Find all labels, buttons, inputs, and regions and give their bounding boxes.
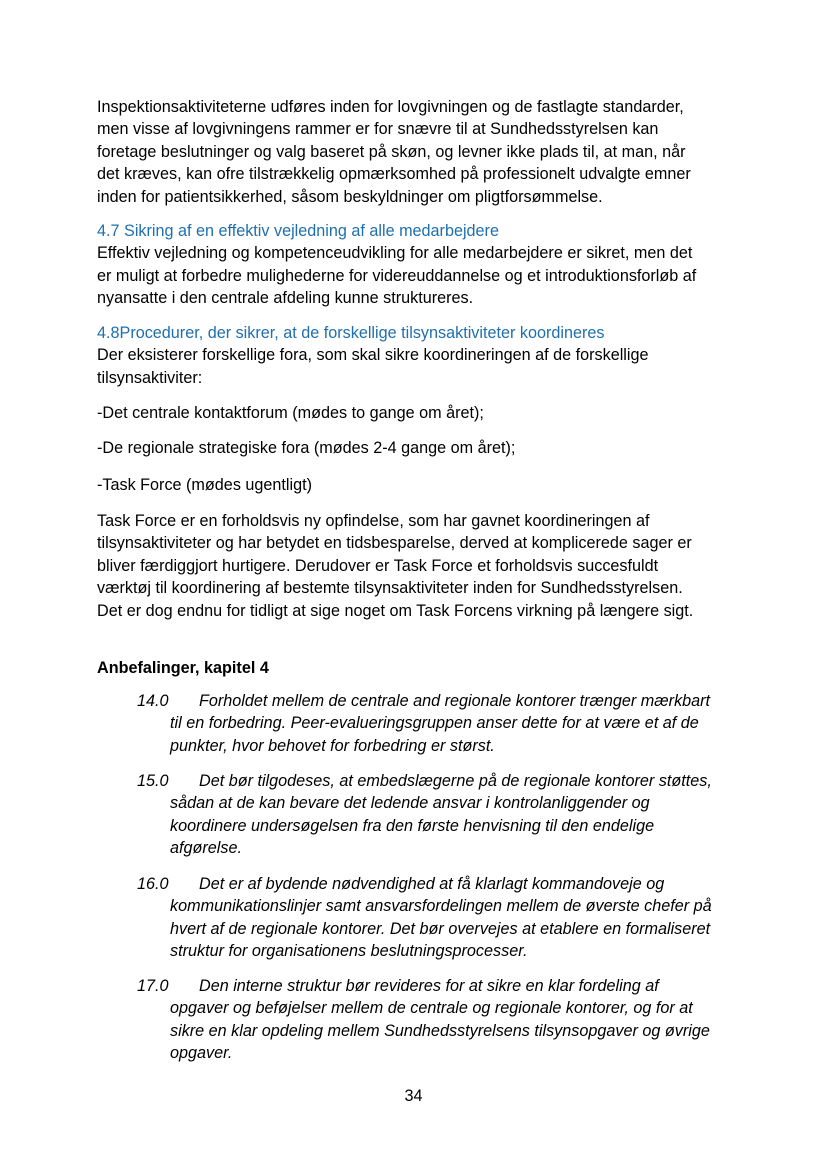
text-line: Effektiv vejledning og kompetenceudvikling for alle medarbejdere er sikret, men det <box>97 244 693 263</box>
paragraph-task-force <box>97 510 737 622</box>
text-line: foretage beslutninger og valg baseret på skøn, og levner ikke plads til, at man, når <box>97 142 686 161</box>
recommendation-item <box>137 690 737 757</box>
text-line: Det er dog endnu for tidligt at sige noget om Task Forcens virkning på længere sigt. <box>97 601 694 620</box>
text-line: værktøj til koordinering af bestemte tilsynsaktiviteter inden for Sundhedsstyrelsen. <box>97 579 683 598</box>
recommendations-heading: Anbefalinger, kapitel 4 <box>97 659 269 677</box>
text-line: kommunikationslinjer samt ansvarsfordelingen mellem de øverste chefer på <box>170 897 712 916</box>
section-number: 4.8 <box>97 324 120 342</box>
recommendation-number: 15.0 <box>137 772 169 790</box>
text-line: Inspektionsaktiviteterne udføres inden for lovgivningen og de fastlagte standarder, <box>97 98 684 116</box>
paragraph-inspection <box>97 96 737 208</box>
text-line: -De regionale strategiske fora (mødes 2-4 gange om året); <box>97 439 516 457</box>
text-line: til en forbedring. Peer-evalueringsgruppen anser dette for at være et af de <box>170 714 699 733</box>
text-line: Det bør tilgodeses, at embedslægerne på de regionale kontorer støttes, <box>199 772 712 790</box>
text-line: -Det centrale kontaktforum (mødes to gange om året); <box>97 404 484 422</box>
text-line: tilsynsaktiviteter og har betydet en tidsbesparelse, derved at komplicerede sager er <box>97 534 692 553</box>
text-line: koordinere undersøgelsen fra den første henvisning til den endelige <box>170 816 655 835</box>
text-line: struktur for organisationens beslutningsprocesser. <box>170 942 528 961</box>
text-line: Task Force er en forholdsvis ny opfindelse, som har gavnet koordineringen af <box>97 512 650 530</box>
text-line: Der eksisterer forskellige fora, som skal sikre koordineringen af de forskellige <box>97 346 649 365</box>
text-line: opgaver. <box>170 1044 233 1063</box>
text-line: tilsynsaktiviter: <box>97 368 203 387</box>
section-4-8 <box>97 322 737 389</box>
text-line: det kræves, kan ofre tilstrækkelig opmærksomhed på professionelt udvalgte emner <box>97 165 691 184</box>
fora-item <box>97 402 737 424</box>
text-line: punkter, hvor behovet for forbedring er størst. <box>170 736 495 755</box>
section-heading-4-7 <box>97 220 737 242</box>
text-line: sådan at de kan bevare det ledende ansvar i kontrolanliggender og <box>170 794 650 813</box>
section-number: 4.7 <box>97 222 120 240</box>
text-line: sikre en klar opdeling mellem Sundhedsstyrelsens tilsynsopgaver og øvrige <box>170 1021 710 1040</box>
fora-item <box>97 474 737 496</box>
recommendation-number: 14.0 <box>137 692 169 710</box>
text-line: Den interne struktur bør revideres for at sikre en klar fordeling af <box>199 977 659 995</box>
recommendation-item <box>137 975 737 1065</box>
text-line: inden for patientsikkerhed, såsom beskyldninger om pligtforsømmelse. <box>97 187 603 206</box>
text-line: men visse af lovgivningens rammer er for snævre til at Sundhedsstyrelsen kan <box>97 120 659 139</box>
text-line: afgørelse. <box>170 839 242 858</box>
recommendation-item <box>137 770 737 860</box>
recommendation-number: 17.0 <box>137 977 169 995</box>
section-heading-4-8 <box>97 322 737 344</box>
page-number: 34 <box>404 1087 423 1105</box>
fora-item <box>97 437 737 459</box>
text-line: -Task Force (mødes ugentligt) <box>97 476 312 494</box>
recommendation-number: 16.0 <box>137 875 169 893</box>
text-line: bliver færdiggjort hurtigere. Derudover er Task Force et forholdsvis succesfuldt <box>97 556 659 575</box>
text-line: er muligt at forbedre mulighederne for videreuddannelse og et introduktionsforløb af <box>97 266 697 285</box>
recommendation-item <box>137 873 737 963</box>
section-title: Sikring af en effektiv vejledning af alle medarbejdere <box>124 222 499 240</box>
text-line: Forholdet mellem de centrale and regionale kontorer trænger mærkbart <box>199 692 711 710</box>
text-line: opgaver og beføjelser mellem de centrale og regionale kontorer, og for at <box>170 999 693 1018</box>
section-4-7 <box>97 220 737 310</box>
text-line: Det er af bydende nødvendighed at få klarlagt kommandoveje og <box>199 875 665 893</box>
text-line: nyansatte i den centrale afdeling kunne struktureres. <box>97 289 474 308</box>
section-title: Procedurer, der sikrer, at de forskellige tilsynsaktiviteter koordineres <box>119 324 605 342</box>
text-line: hvert af de regionale kontorer. Det bør overvejes at etablere en formaliseret <box>170 919 711 938</box>
